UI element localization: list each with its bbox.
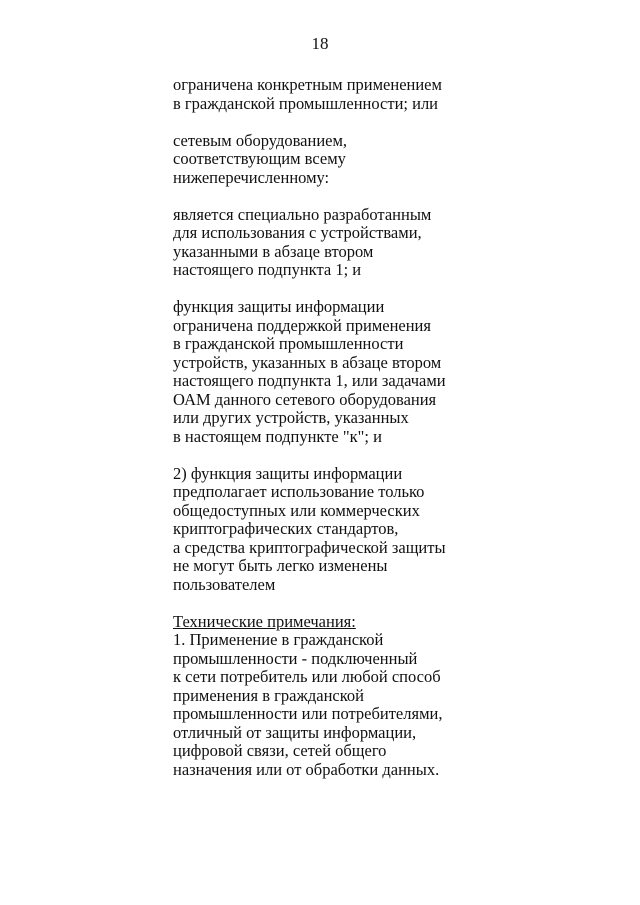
text-line: указанными в абзаце втором	[173, 241, 374, 261]
text-line: является специально разработанным	[173, 204, 432, 224]
notes-heading: Технические примечания:	[173, 611, 356, 631]
text-line: к сети потребитель или любой способ	[173, 667, 441, 686]
text-line: ограничена поддержкой применения	[173, 315, 431, 335]
text-line: ограничена конкретным применением	[173, 75, 442, 94]
text-line: или других устройств, указанных	[173, 408, 409, 427]
paragraph-2	[173, 132, 473, 188]
text-line: в гражданской промышленности	[173, 334, 404, 353]
text-line: для использования с устройствами,	[173, 223, 422, 242]
text-line: функция защиты информации	[173, 297, 385, 316]
text-line: настоящего подпункта 1, или задачами	[173, 371, 446, 390]
page-number: 18	[311, 34, 329, 53]
text-line: назначения или от обработки данных.	[173, 759, 440, 779]
text-line: криптографических стандартов,	[173, 519, 399, 538]
text-line: в гражданской промышленности; или	[173, 93, 439, 113]
text-line: настоящего подпункта 1; и	[173, 260, 362, 279]
paragraph-1	[173, 76, 473, 113]
text-line: промышленности или потребителями,	[173, 704, 443, 723]
text-line: пользователем	[173, 574, 276, 594]
text-line: 1. Применение в гражданской	[173, 630, 384, 649]
text-line: общедоступных или коммерческих	[173, 500, 420, 520]
text-line: нижеперечисленному:	[173, 167, 330, 187]
text-line: ОАМ данного сетевого оборудования	[173, 389, 437, 409]
text-line: предполагает использование только	[173, 482, 425, 501]
document-body	[173, 76, 473, 779]
text-line: не могут быть легко изменены	[173, 556, 388, 575]
text-line: промышленности - подключенный	[173, 648, 418, 668]
text-line: сетевым оборудованием,	[173, 130, 348, 150]
text-line: отличный от защиты информации,	[173, 722, 417, 742]
text-line: соответствующим всему	[173, 149, 346, 168]
paragraph-4	[173, 298, 473, 446]
text-line: цифровой связи, сетей общего	[173, 741, 387, 760]
text-line: устройств, указанных в абзаце втором	[173, 352, 442, 372]
paragraph-5	[173, 465, 473, 595]
technical-notes	[173, 613, 473, 780]
text-line: 2) функция защиты информации	[173, 463, 403, 483]
text-line: применения в гражданской	[173, 685, 364, 705]
text-line: в настоящем подпункте "к"; и	[173, 426, 382, 446]
paragraph-3	[173, 206, 473, 280]
text-line: а средства криптографической защиты	[173, 537, 446, 557]
